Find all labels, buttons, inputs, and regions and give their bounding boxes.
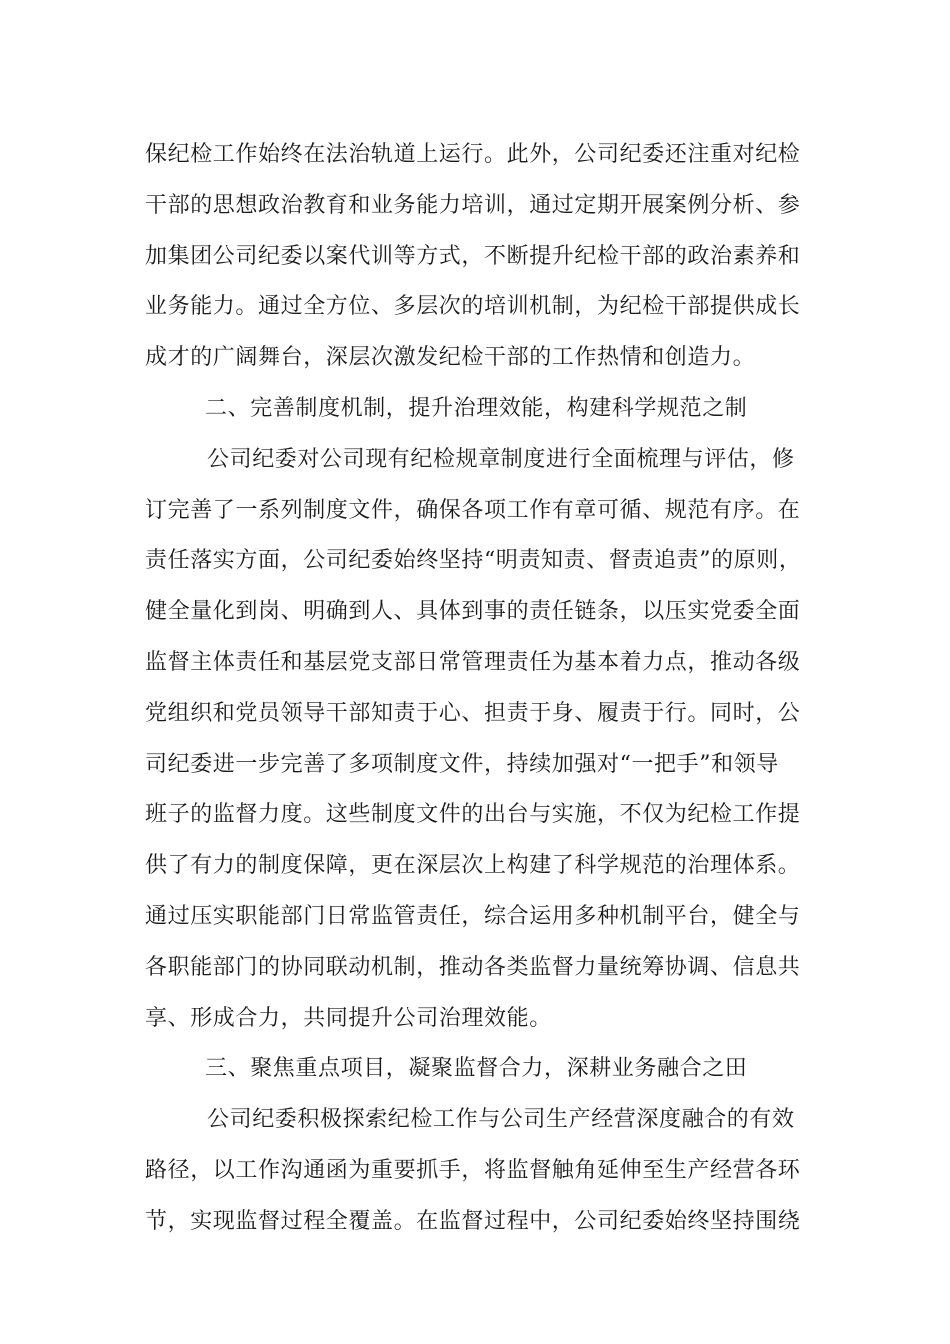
text-line: 加集团公司纪委以案代训等方式，不断提升纪检干部的政治素养和 <box>145 243 801 269</box>
text-line: 班子的监督力度。这些制度文件的出台与实施，不仅为纪检工作提 <box>145 802 801 828</box>
text-line: 干部的思想政治教育和业务能力培训，通过定期开展案例分析、参 <box>145 192 801 218</box>
text-line: 订完善了一系列制度文件，确保各项工作有章可循、规范有序。在 <box>145 497 801 523</box>
paragraph-first-line: 公司纪委积极探索纪检工作与公司生产经营深度融合的有效 <box>207 1107 795 1133</box>
text-line: 业务能力。通过全方位、多层次的培训机制，为纪检干部提供成长 <box>145 294 801 320</box>
text-line: 司纪委进一步完善了多项制度文件，持续加强对“一把手”和领导 <box>145 751 779 777</box>
section-heading: 三、聚焦重点项目，凝聚监督合力，深耕业务融合之田 <box>205 1056 748 1082</box>
text-line: 保纪检工作始终在法治轨道上运行。此外，公司纪委还注重对纪检 <box>145 142 801 167</box>
text-line: 监督主体责任和基层党支部日常管理责任为基本着力点，推动各级 <box>145 649 801 675</box>
text-line: 路径，以工作沟通函为重要抓手，将监督触角延伸至生产经营各环 <box>145 1157 801 1183</box>
text-line: 供了有力的制度保障，更在深层次上构建了科学规范的治理体系。 <box>145 853 801 879</box>
section-heading: 二、完善制度机制，提升治理效能，构建科学规范之制 <box>205 395 748 421</box>
text-line: 党组织和党员领导干部知责于心、担责于身、履责于行。同时，公 <box>145 700 801 726</box>
text-line: 通过压实职能部门日常监管责任，综合运用多种机制平台，健全与 <box>145 903 801 929</box>
text-line: 责任落实方面，公司纪委始终坚持“明责知责、督责追责”的原则， <box>145 548 802 574</box>
paragraph-first-line: 公司纪委对公司现有纪检规章制度进行全面梳理与评估，修 <box>207 446 795 472</box>
text-line: 健全量化到岗、明确到人、具体到事的责任链条，以压实党委全面 <box>145 599 801 625</box>
text-line: 成才的广阔舞台，深层次激发纪检干部的工作热情和创造力。 <box>145 345 756 371</box>
text-line: 享、形成合力，共同提升公司治理效能。 <box>145 1005 552 1031</box>
document-body <box>145 130 815 1248</box>
text-line: 节，实现监督过程全覆盖。在监督过程中，公司纪委始终坚持围绕 <box>145 1208 801 1234</box>
text-line: 各职能部门的协同联动机制，推动各类监督力量统筹协调、信息共 <box>145 954 801 980</box>
